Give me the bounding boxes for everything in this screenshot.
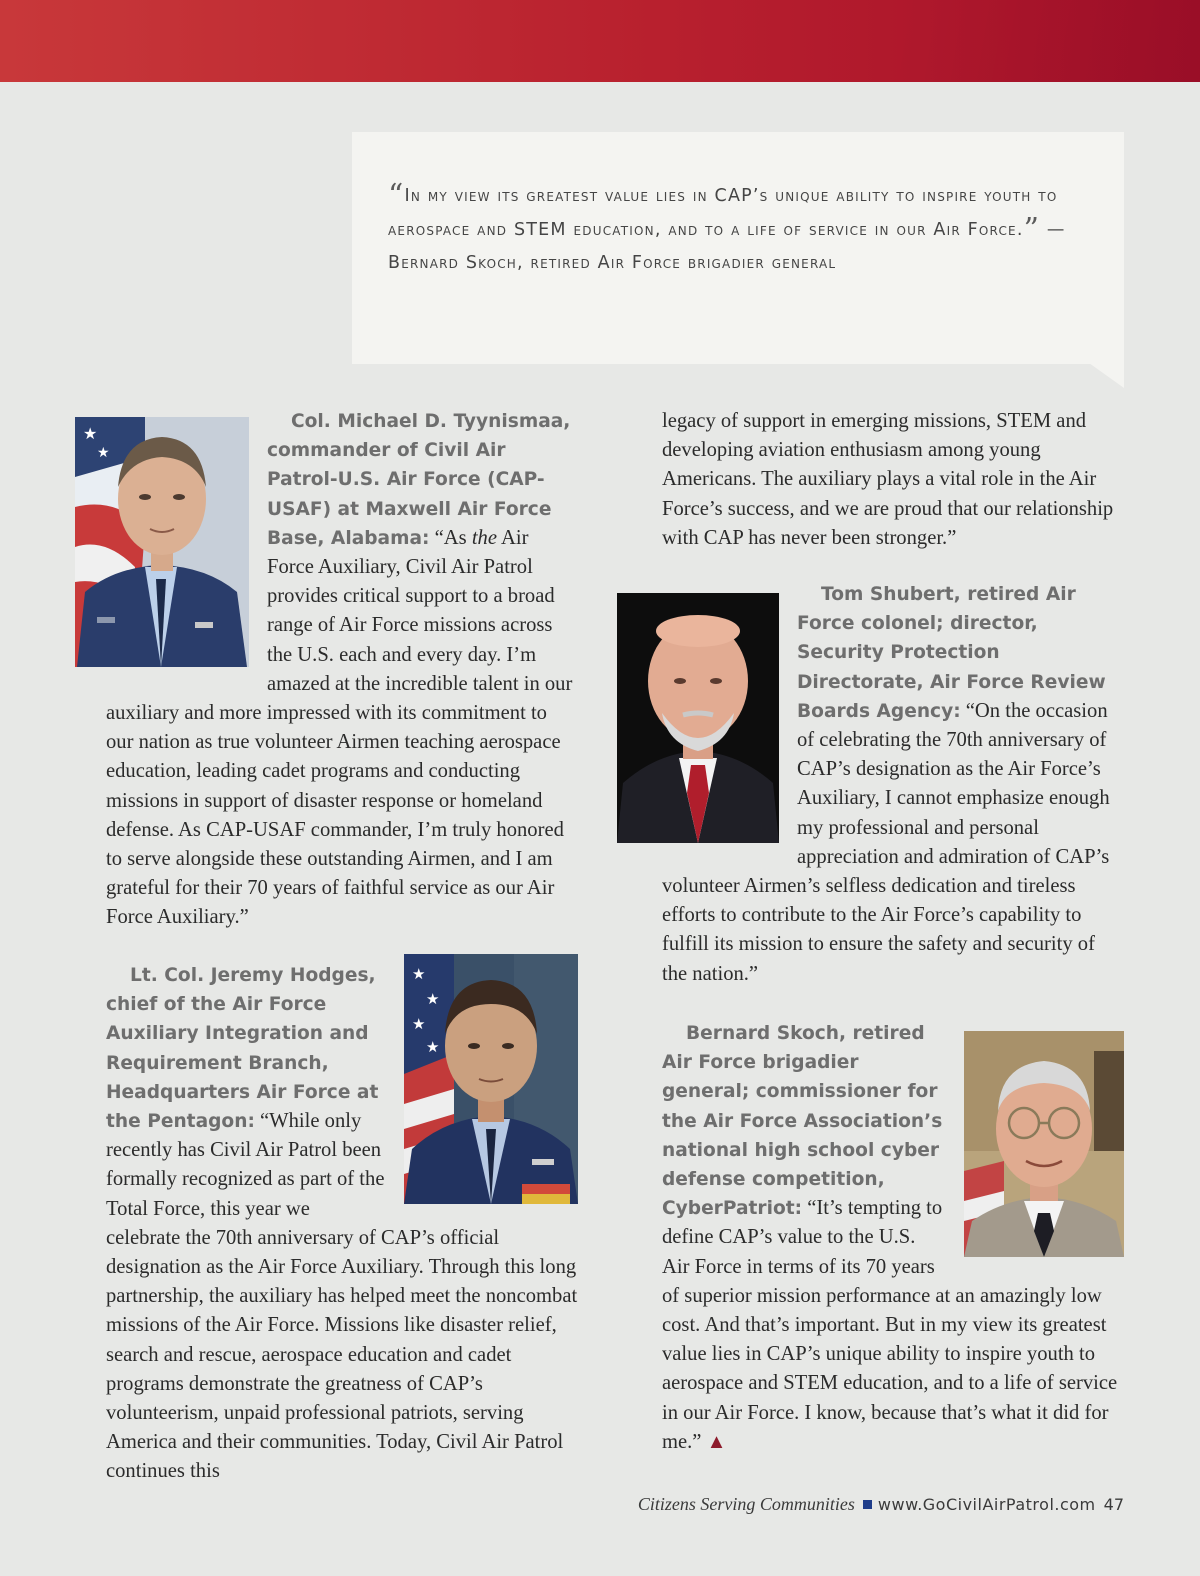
pull-quote [388, 180, 1094, 281]
page-number: 47 [1103, 1495, 1124, 1514]
left-column [83, 407, 576, 933]
close-quote-mark: ” [1023, 211, 1041, 247]
left-column-lower [106, 961, 578, 1487]
photo-skoch [964, 1031, 1124, 1257]
entry-hodges-text: “While only recently has Civil Air Patrol been formally recognized as part of the Total Force, this year we celebrate the 70th anniversary of CAP’s official designation as the Air Force Auxiliary. Through this long partnership, the auxiliary has helped meet the noncombat missions of the Air Force. Missions like disaster relief, search and rescue, aerospace education and cadet programs demonstrate the greatness of CAP’s volunteerism, unpaid professional patriots, serving America and their communities. Today, Civil Air Patrol continues this [106, 1110, 578, 1483]
entry-tyynismaa-name: Col. Michael D. Tyynismaa, commander of Civil Air Patrol-U.S. Air Force (CAP-USAF) at Maxwell Air Force Base, Alabama: [267, 411, 571, 549]
svg-text:★: ★ [412, 1017, 426, 1033]
end-of-article-mark: ▲ [706, 1430, 727, 1453]
entry-tyynismaa-text-em: the [471, 526, 497, 549]
pull-quote-text: In my view its greatest value lies in CAP’s unique ability to inspire youth to aerospace and STEM education, and to a life of service in our Air Force. [388, 186, 1058, 240]
entry-hodges-name: Lt. Col. Jeremy Hodges, chief of the Air Force Auxiliary Integration and Requirement Branch, Headquarters Air Force at the Pentagon: [106, 965, 379, 1133]
right-column-top [662, 407, 1122, 553]
entry-hodges-continued: legacy of support in emerging missions, STEM and developing aviation enthusiasm among young Americans. The auxiliary plays a vital role in the Air Force’s success, and we are proud that our relationship with CAP has never been stronger.” [662, 410, 1114, 549]
photo-tyynismaa [75, 417, 249, 667]
svg-text:★: ★ [97, 446, 110, 461]
entry-shubert-text: “On the occasion of celebrating the 70th anniversary of CAP’s designation as the Air Force’s Auxiliary, I cannot emphasize enough my professional and personal appreciation and admiration of CAP’s volunteer Airmen’s selfless dedication and tireless efforts to contribute to the Air Force’s capability to fulfill its mission to ensure the safety and security of the nation.” [662, 699, 1110, 985]
photo-hodges [404, 954, 578, 1204]
footer-tagline: Citizens Serving Communities [637, 1494, 855, 1514]
footer-url[interactable]: www.GoCivilAirPatrol.com [877, 1495, 1096, 1514]
page-footer [638, 1494, 1124, 1524]
pull-quote-tail [1082, 358, 1124, 388]
entry-skoch-name: Bernard Skoch, retired Air Force brigadier general; commissioner for the Air Force Association’s national high school cyber defense competition, CyberPatriot: [662, 1023, 943, 1220]
svg-text:★: ★ [83, 426, 98, 443]
pull-quote-attribution: — Bernard Skoch, retired Air Force brigadier general [388, 219, 1066, 273]
footer-square-icon [863, 1500, 872, 1509]
svg-text:★: ★ [426, 992, 440, 1008]
svg-text:★: ★ [412, 967, 426, 983]
entry-shubert-name: Tom Shubert, retired Air Force colonel; director, Security Protection Directorate, Air Force Review Boards Agency: [797, 584, 1106, 722]
right-column-middle [662, 580, 1117, 989]
open-quote-mark: “ [388, 178, 405, 213]
entry-skoch-text: “It’s tempting to define CAP’s value to the U.S. Air Force in terms of its 70 years of superior mission performance at an amazingly low cost. And that’s important. But in my view its greatest value lies in CAP’s unique ability to inspire youth to aerospace and STEM education, and to a life of service in our Air Force. I know, because that’s what it did for me.” [662, 1197, 1118, 1453]
photo-shubert [617, 593, 779, 843]
top-color-band [0, 0, 1200, 82]
svg-text:★: ★ [426, 1040, 440, 1056]
entry-tyynismaa-text-a: “As [434, 526, 472, 549]
entry-tyynismaa-text-b: Air Force Auxiliary, Civil Air Patrol provides critical support to a broad range of Air Force missions across the U.S. each and every day. I’m amazed at the incredible talent in our auxiliary and more impressed with its commitment to our nation as true volunteer Airmen teaching aerospace education, leading cadet programs and conducting missions in support of disaster response or homeland defense. As CAP-USAF commander, I’m truly honored to serve alongside these outstanding Airmen, and I am grateful for their 70 years of faithful service as our Air Force Auxiliary.” [106, 526, 573, 929]
right-column-bottom [662, 1019, 1124, 1457]
